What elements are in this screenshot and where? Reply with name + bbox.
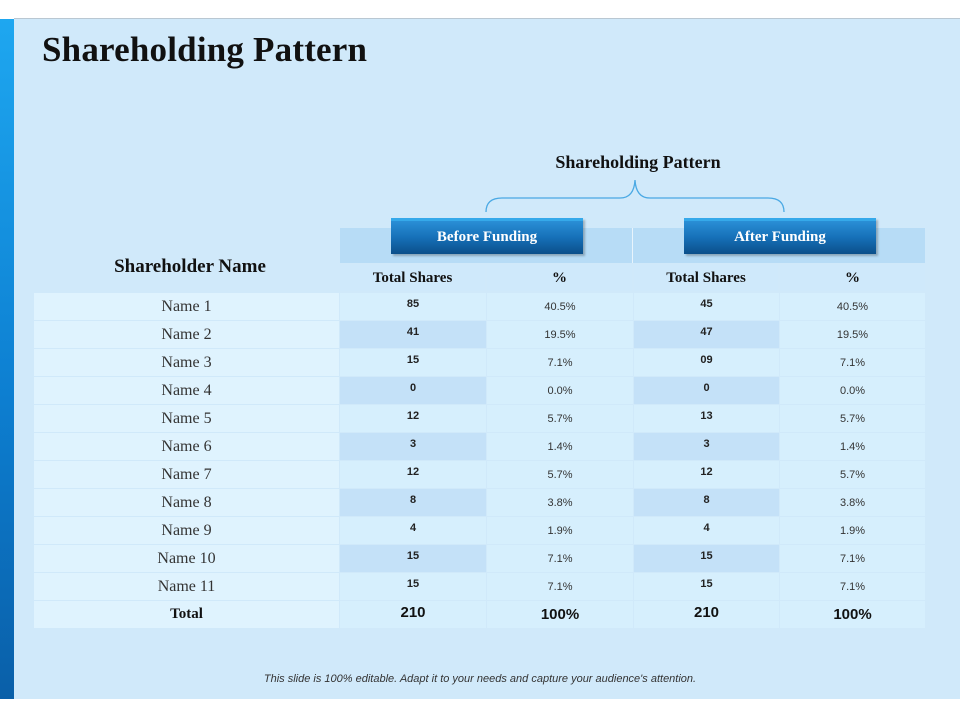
shareholder-name-cell: Name 11 [34, 573, 339, 600]
table-row [34, 461, 925, 488]
shareholder-name-cell: Name 8 [34, 489, 339, 516]
after-shares-cell: 09 [634, 349, 779, 376]
before-shares-cell: 15 [340, 349, 486, 376]
before-total-shares-header: Total Shares [340, 265, 485, 291]
total-after-percent-cell: 100% [780, 601, 925, 628]
before-shares-cell: 85 [340, 293, 486, 320]
before-shares-cell: 15 [340, 573, 486, 600]
after-percent-header: % [780, 265, 925, 291]
before-percent-cell: 5.7% [487, 405, 633, 432]
footer-note: This slide is 100% editable. Adapt it to your needs and capture your audience's attention. [263, 673, 697, 685]
before-percent-cell: 0.0% [487, 377, 633, 404]
total-before-shares-cell: 210 [340, 601, 486, 628]
before-shares-cell: 15 [340, 545, 486, 572]
table-row [34, 545, 925, 572]
table-row [34, 433, 925, 460]
before-percent-cell: 7.1% [487, 545, 633, 572]
after-percent-cell: 7.1% [780, 545, 925, 572]
before-shares-cell: 12 [340, 461, 486, 488]
after-percent-cell: 3.8% [780, 489, 925, 516]
after-shares-cell: 47 [634, 321, 779, 348]
after-percent-cell: 5.7% [780, 405, 925, 432]
shareholder-name-cell: Name 6 [34, 433, 339, 460]
page-title: Shareholding Pattern [42, 30, 368, 69]
before-funding-header: Before Funding [391, 218, 583, 254]
shareholder-name-cell: Name 3 [34, 349, 339, 376]
after-total-shares-header: Total Shares [634, 265, 778, 291]
before-shares-cell: 12 [340, 405, 486, 432]
after-shares-cell: 12 [634, 461, 779, 488]
shareholder-name-header: Shareholder Name [114, 256, 266, 277]
after-shares-cell: 15 [634, 545, 779, 572]
table-row [34, 321, 925, 348]
after-percent-cell: 7.1% [780, 573, 925, 600]
before-shares-cell: 8 [340, 489, 486, 516]
after-percent-cell: 7.1% [780, 349, 925, 376]
after-shares-cell: 0 [634, 377, 779, 404]
after-shares-cell: 45 [634, 293, 779, 320]
after-funding-header: After Funding [684, 218, 876, 254]
before-percent-cell: 1.9% [487, 517, 633, 544]
table-row [34, 573, 925, 600]
table-row [34, 377, 925, 404]
before-percent-cell: 19.5% [487, 321, 633, 348]
total-before-percent-cell: 100% [487, 601, 633, 628]
table-row [34, 405, 925, 432]
after-shares-cell: 13 [634, 405, 779, 432]
before-shares-cell: 41 [340, 321, 486, 348]
after-percent-cell: 40.5% [780, 293, 925, 320]
before-shares-cell: 4 [340, 517, 486, 544]
after-shares-cell: 4 [634, 517, 779, 544]
before-shares-cell: 3 [340, 433, 486, 460]
curly-brace-icon [484, 178, 786, 214]
shareholder-name-cell: Name 2 [34, 321, 339, 348]
before-shares-cell: 0 [340, 377, 486, 404]
table-row [34, 349, 925, 376]
shareholder-name-cell: Name 5 [34, 405, 339, 432]
total-label-cell: Total [34, 601, 339, 628]
funding-header-divider [632, 228, 633, 263]
before-percent-cell: 7.1% [487, 573, 633, 600]
total-row [34, 601, 925, 628]
shareholder-name-cell: Name 7 [34, 461, 339, 488]
after-percent-cell: 1.4% [780, 433, 925, 460]
after-shares-cell: 15 [634, 573, 779, 600]
before-percent-cell: 1.4% [487, 433, 633, 460]
table-row [34, 489, 925, 516]
after-percent-cell: 0.0% [780, 377, 925, 404]
table-row [34, 517, 925, 544]
after-shares-cell: 3 [634, 433, 779, 460]
before-percent-cell: 3.8% [487, 489, 633, 516]
before-percent-header: % [487, 265, 632, 291]
after-shares-cell: 8 [634, 489, 779, 516]
total-after-shares-cell: 210 [634, 601, 779, 628]
before-percent-cell: 7.1% [487, 349, 633, 376]
after-percent-cell: 5.7% [780, 461, 925, 488]
table-row [34, 293, 925, 320]
after-percent-cell: 1.9% [780, 517, 925, 544]
shareholder-name-cell: Name 10 [34, 545, 339, 572]
before-percent-cell: 40.5% [487, 293, 633, 320]
left-accent-bar [0, 19, 14, 699]
shareholder-name-cell: Name 1 [34, 293, 339, 320]
shareholder-name-cell: Name 9 [34, 517, 339, 544]
shareholder-name-cell: Name 4 [34, 377, 339, 404]
after-percent-cell: 19.5% [780, 321, 925, 348]
before-percent-cell: 5.7% [487, 461, 633, 488]
group-title: Shareholding Pattern [555, 152, 721, 172]
